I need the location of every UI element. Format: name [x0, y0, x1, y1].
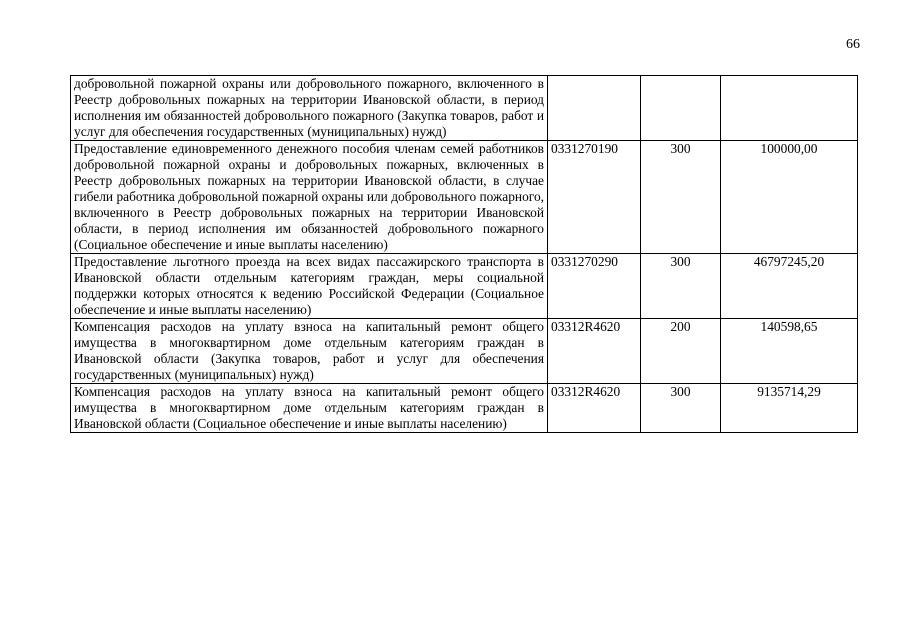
row-expense-type — [641, 76, 721, 141]
row-expense-type: 200 — [641, 319, 721, 384]
row-expense-type: 300 — [641, 254, 721, 319]
row-target-code: 03312R4620 — [548, 384, 641, 433]
row-expense-type: 300 — [641, 384, 721, 433]
row-target-code: 03312R4620 — [548, 319, 641, 384]
table-row — [71, 254, 858, 319]
row-description: Предоставление единовременного денежного пособия членам семей работников добровольной пожарной охраны и добровольных пожарных, включенных в Реестр добровольных пожарных на территории Ивановской области, в случае гибели работника добровольной пожарной охраны или добровольного пожарного, включенного в Реестр добровольных пожарных на территории Ивановской области, в период исполнения им обязанностей добровольного пожарного (Социальное обеспечение и иные выплаты населению) — [71, 141, 548, 254]
page-number: 66 — [846, 37, 860, 52]
row-amount: 9135714,29 — [721, 384, 858, 433]
row-target-code: 0331270190 — [548, 141, 641, 254]
row-description: Компенсация расходов на уплату взноса на капитальный ремонт общего имущества в многоквартирном доме отдельным категориям граждан в Ивановской области (Закупка товаров, работ и услуг для обеспечения государственных (муниципальных) нужд) — [71, 319, 548, 384]
row-description: добровольной пожарной охраны или добровольного пожарного, включенного в Реестр добровольных пожарных на территории Ивановской области, в период исполнения им обязанностей добровольного пожарного (Закупка товаров, работ и услуг для обеспечения государственных (муниципальных) нужд) — [71, 76, 548, 141]
row-amount: 140598,65 — [721, 319, 858, 384]
row-description: Предоставление льготного проезда на всех видах пассажирского транспорта в Ивановской области отдельным категориям граждан, меры социальной поддержки которых относятся к ведению Российской Федерации (Социальное обеспечение и иные выплаты населению) — [71, 254, 548, 319]
table-row — [71, 76, 858, 141]
row-amount — [721, 76, 858, 141]
row-target-code: 0331270290 — [548, 254, 641, 319]
row-amount: 100000,00 — [721, 141, 858, 254]
table-row — [71, 319, 858, 384]
table-row — [71, 141, 858, 254]
row-amount: 46797245,20 — [721, 254, 858, 319]
table-row — [71, 384, 858, 433]
row-expense-type: 300 — [641, 141, 721, 254]
budget-table — [70, 75, 858, 433]
row-description: Компенсация расходов на уплату взноса на капитальный ремонт общего имущества в многоквартирном доме отдельным категориям граждан в Ивановской области (Социальное обеспечение и иные выплаты населению) — [71, 384, 548, 433]
row-target-code — [548, 76, 641, 141]
